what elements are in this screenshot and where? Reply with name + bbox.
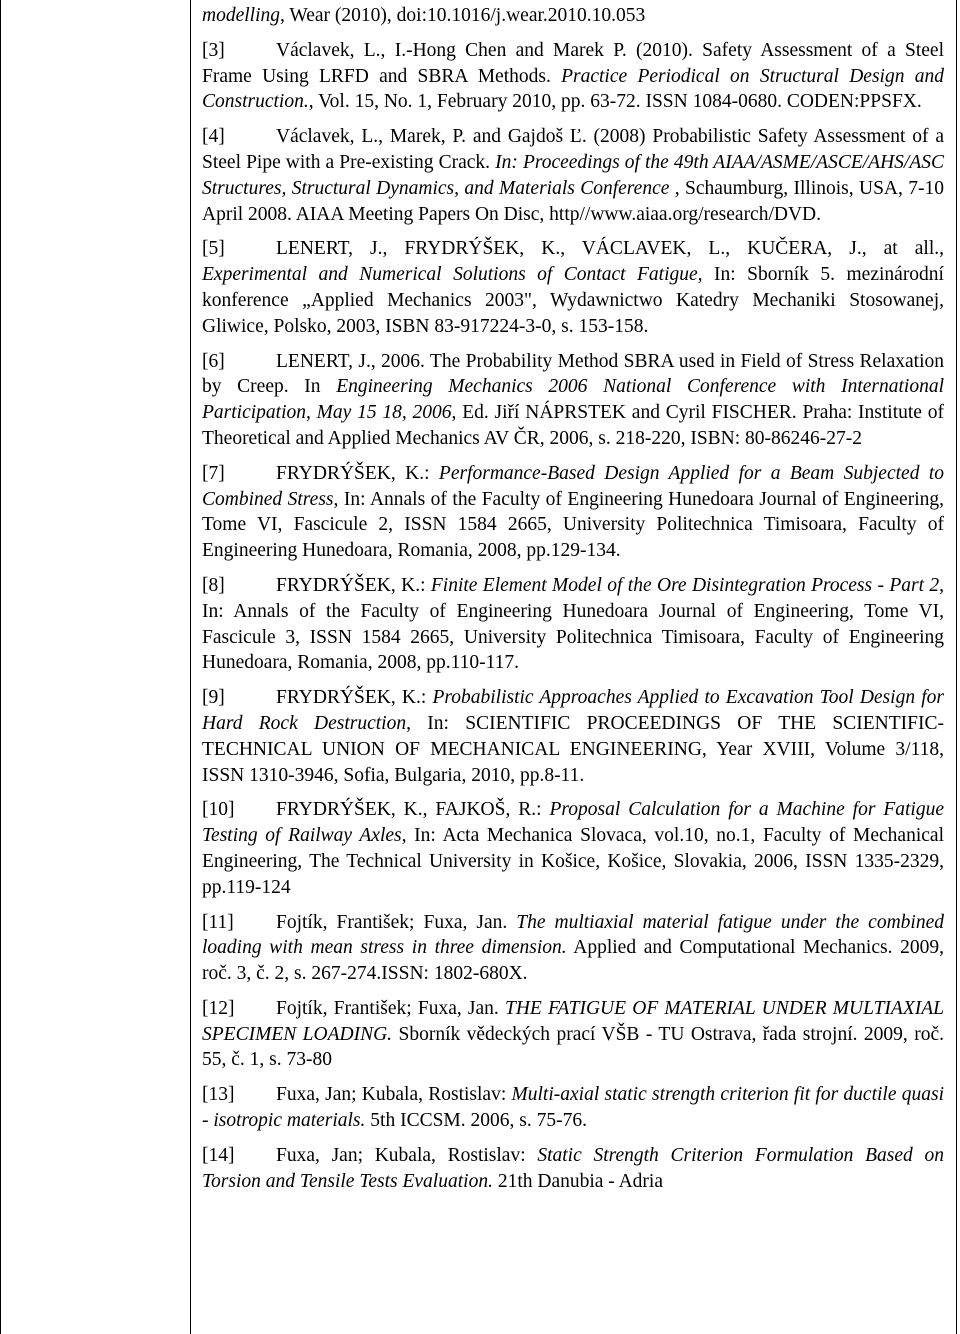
- reference-text: Fuxa, Jan; Kubala, Rostislav:: [276, 1144, 538, 1166]
- reference-number: [5]: [202, 238, 225, 260]
- reference-text: LENERT, J., 2006. The Probability Method SBRA used in Field of Stress Relaxation by Creep. In: [202, 350, 944, 398]
- reference-italic-text: Probabilistic Approaches Applied to Excavation Tool Design for Hard Rock Destruction: [202, 687, 944, 734]
- reference-italic-text: Finite Element Model of the Ore Disintegration Process - Part 2: [430, 574, 940, 596]
- reference-text: Václavek, L., I.-Hong Chen and Marek P. (2010). Safety Assessment of a Steel Frame Using LRFD and SBRA Methods.: [202, 39, 944, 87]
- reference-entry: [202, 124, 944, 227]
- reference-entry: [202, 685, 944, 788]
- reference-italic-text: In: Proceedings of the 49th AIAA/ASME/ASCE/AHS/ASC Structures, Structural Dynamics, and Materials Conference: [202, 151, 945, 199]
- reference-text: FRYDRÝŠEK, K.:: [276, 462, 439, 484]
- reference-text: Václavek, L., Marek, P. and Gajdoš Ľ. (2008) Probabilistic Safety Assessment of a Steel Pipe with a Pre-existing Crack.: [202, 126, 944, 173]
- reference-entry: [202, 1143, 944, 1195]
- reference-number: [10]: [202, 799, 235, 821]
- reference-entry: [202, 1082, 944, 1134]
- reference-text: Applied and Computational Mechanics. 2009, roč. 3, č. 2, s. 267-274.ISSN: 1802-680X.: [202, 937, 944, 985]
- reference-italic-text: Practice Periodical on Structural Design and Construction.: [202, 65, 944, 113]
- table-column-divider: [190, 0, 191, 1334]
- reference-entry: [202, 349, 944, 452]
- reference-entry: [202, 38, 944, 115]
- reference-italic-text: Proposal Calculation for a Machine for Fatigue Testing of Railway Axles: [202, 799, 944, 847]
- reference-text: , In: Annals of the Faculty of Engineering Hunedoara Journal of Engineering, Tome VI, Fascicule 3, ISSN 1584 2665, University Politechnica Timisoara, Faculty of Engineering Hunedoara, Romania, 2008, pp.110-117.: [202, 574, 944, 674]
- reference-text: 5th ICCSM. 2006, s. 75-76.: [365, 1110, 587, 1132]
- reference-text: In: Sborník 5. mezinárodní konference „Applied Mechanics 2003", Wydawnictwo Katedry Mechaniki Stosowanej, Gliwice, Polsko, 2003, ISBN 83-917224-3-0, s. 153-158.: [202, 264, 944, 337]
- reference-number: [14]: [202, 1144, 235, 1166]
- reference-italic-text: modelling: [202, 5, 280, 26]
- reference-text: LENERT, J., FRYDRÝŠEK, K., VÁCLAVEK, L., KUČERA, J., at all.,: [276, 238, 944, 260]
- reference-text: , In: Acta Mechanica Slovaca, vol.10, no.1, Faculty of Mechanical Engineering, The Technical University in Košice, Košice, Slovakia, 2006, ISSN 1335-2329, pp.119-124: [202, 825, 944, 898]
- reference-italic-text: The multiaxial material fatigue under the combined loading with mean stress in three dimension.: [202, 911, 944, 959]
- reference-text: , Ed. Jiří NÁPRSTEK and Cyril FISCHER. Praha: Institute of Theoretical and Applied Mechanics AV ČR, 2006, s. 218-220, ISBN: 80-86246-27-2: [202, 402, 944, 449]
- reference-italic-text: Performance-Based Design Applied for a Beam Subjected to Combined Stress: [202, 462, 944, 510]
- reference-text: , Wear (2010), doi:10.1016/j.wear.2010.10.053: [280, 5, 646, 26]
- reference-text: FRYDRÝŠEK, K.:: [276, 687, 433, 709]
- reference-number: [3]: [202, 39, 225, 61]
- reference-text: 21th Danubia - Adria: [492, 1170, 663, 1192]
- reference-text: Sborník vědeckých prací VŠB - TU Ostrava, řada strojní. 2009, roč. 55, č. 1, s. 73-80: [202, 1023, 944, 1071]
- reference-number: [4]: [202, 126, 225, 148]
- reference-number: [13]: [202, 1084, 235, 1106]
- reference-number: [8]: [202, 574, 225, 596]
- reference-entry: [202, 573, 944, 676]
- reference-text: , Schaumburg, Illinois, USA, 7-10 April 2008. AIAA Meeting Papers On Disc, http//www.aiaa.org/research/DVD.: [202, 177, 944, 225]
- reference-number: [9]: [202, 687, 225, 709]
- reference-italic-text: Multi-axial static strength criterion fit for ductile quasi - isotropic materials.: [202, 1084, 945, 1132]
- reference-italic-text: Experimental and Numerical Solutions of Contact Fatigue,: [202, 264, 703, 286]
- reference-entry: [202, 996, 944, 1073]
- reference-list: [202, 0, 944, 1203]
- reference-text: Fojtík, František; Fuxa, Jan.: [276, 911, 517, 933]
- reference-entry: [202, 797, 944, 900]
- reference-italic-text: Engineering Mechanics 2006 National Conference with International Participation, May 15 18, 2006: [202, 376, 945, 424]
- reference-text: FRYDRÝŠEK, K., FAJKOŠ, R.:: [276, 799, 550, 821]
- reference-text: Fojtík, František; Fuxa, Jan.: [276, 997, 505, 1019]
- reference-entry: [202, 910, 944, 987]
- reference-italic-text: THE FATIGUE OF MATERIAL UNDER MULTIAXIAL SPECIMEN LOADING.: [202, 997, 944, 1045]
- reference-number: [6]: [202, 350, 225, 372]
- reference-entry: [202, 236, 944, 339]
- reference-text: , In: SCIENTIFIC PROCEEDINGS OF THE SCIENTIFIC-TECHNICAL UNION OF MECHANICAL ENGINEERING, Year XVIII, Volume 3/118, ISSN 1310-3946, Sofia, Bulgaria, 2010, pp.8-11.: [202, 712, 944, 786]
- reference-number: [7]: [202, 462, 225, 484]
- reference-text: Fuxa, Jan; Kubala, Rostislav:: [276, 1084, 512, 1106]
- reference-number: [11]: [202, 911, 234, 933]
- reference-italic-text: Static Strength Criterion Formulation Based on Torsion and Tensile Tests Evaluation.: [202, 1144, 944, 1192]
- reference-entry: [202, 461, 944, 564]
- reference-text: FRYDRÝŠEK, K.:: [276, 574, 431, 596]
- reference-text: , In: Annals of the Faculty of Engineering Hunedoara Journal of Engineering, Tome VI, Fascicule 2, ISSN 1584 2665, University Politechnica Timisoara, Faculty of Engineering Hunedoara, Romania, 2008, pp.129-134.: [202, 488, 944, 562]
- reference-entry: [202, 3, 944, 29]
- reference-text: , Vol. 15, No. 1, February 2010, pp. 63-72. ISSN 1084-0680. CODEN:PPSFX.: [308, 91, 922, 113]
- reference-number: [12]: [202, 997, 235, 1019]
